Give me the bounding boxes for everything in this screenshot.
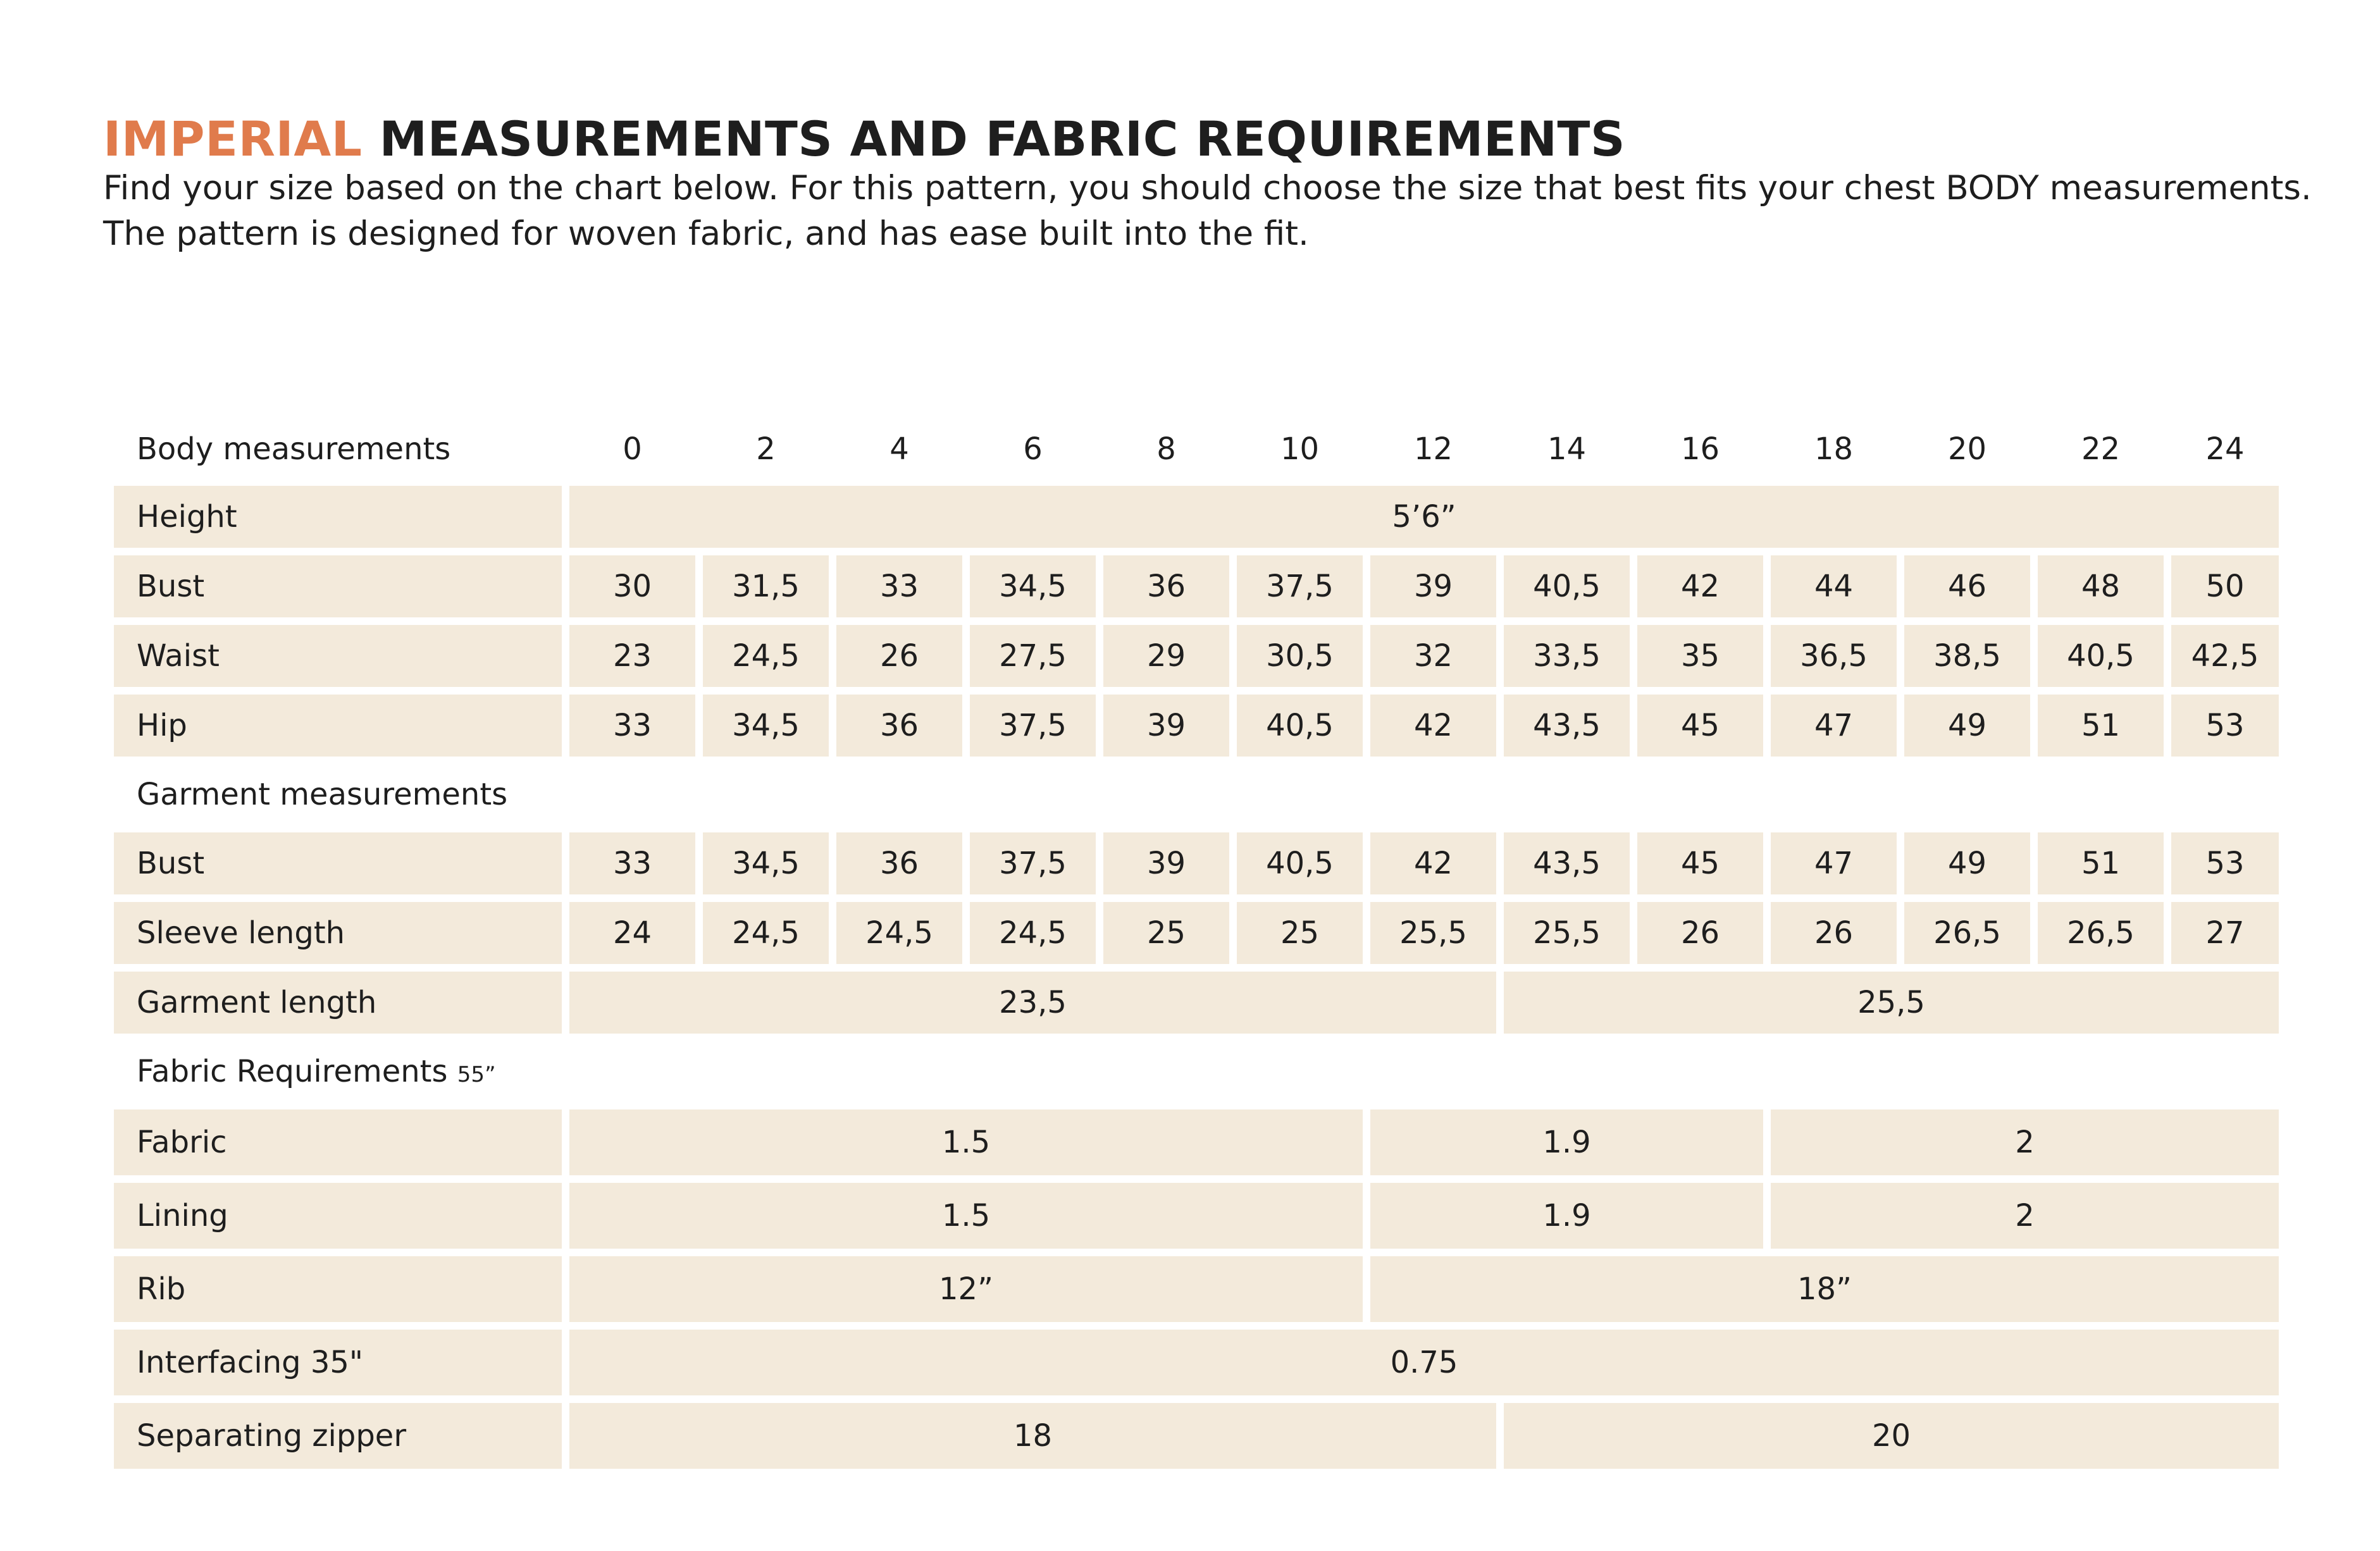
value-cell: 34,5	[703, 832, 829, 894]
intro-line-2: The pattern is designed for woven fabric, and has ease built into the fit.	[103, 214, 1309, 253]
fabric-section-row	[114, 1041, 2279, 1102]
garment-section-row	[114, 764, 2279, 825]
value-cell: 36,5	[1771, 625, 1897, 687]
row-label: Separating zipper	[114, 1403, 562, 1469]
value-cell: 43,5	[1504, 832, 1630, 894]
size-header: 0	[623, 431, 642, 467]
intro-line-1: Find your size based on the chart below. For this pattern, you should choose the size that best fits your chest BODY measurements.	[103, 169, 2312, 207]
value-cell: 44	[1771, 555, 1897, 617]
title-accent: IMPERIAL	[103, 111, 363, 167]
value-cell: 33,5	[1504, 625, 1630, 687]
value-cell: 34,5	[970, 555, 1096, 617]
value-cell: 49	[1904, 832, 2030, 894]
size-header: 6	[1023, 431, 1043, 467]
row-label: Bust	[114, 832, 562, 894]
size-header: 4	[889, 431, 909, 467]
value-cell: 23	[569, 625, 695, 687]
size-header: 24	[2205, 431, 2245, 467]
value-cell: 48	[2038, 555, 2164, 617]
value-cell: 49	[1904, 695, 2030, 757]
garment-length-row	[114, 972, 2279, 1034]
value-cell: 36	[836, 695, 962, 757]
size-header: 18	[1814, 431, 1854, 467]
value-cell: 38,5	[1904, 625, 2030, 687]
value-cell: 26,5	[2038, 902, 2164, 964]
value-cell: 40,5	[2038, 625, 2164, 687]
row-label: Interfacing 35"	[114, 1330, 562, 1395]
value-cell: 1.5	[569, 1183, 1363, 1249]
size-header: 8	[1156, 431, 1176, 467]
body-waist-row	[114, 625, 2279, 687]
body-hip-row	[114, 695, 2279, 757]
row-label: Lining	[114, 1183, 562, 1249]
value-cell: 33	[569, 695, 695, 757]
value-cell: 26,5	[1904, 902, 2030, 964]
value-cell: 24,5	[836, 902, 962, 964]
value-cell: 30	[569, 555, 695, 617]
value-cell: 1.9	[1370, 1183, 1763, 1249]
value-cell: 1.5	[569, 1109, 1363, 1175]
value-cell: 24	[569, 902, 695, 964]
value-cell: 25,5	[1370, 902, 1496, 964]
value-cell: 42	[1370, 695, 1496, 757]
value-cell: 12”	[569, 1256, 1363, 1322]
size-header: 12	[1413, 431, 1453, 467]
value-cell: 51	[2038, 695, 2164, 757]
size-header-row	[114, 420, 2279, 478]
value-cell: 37,5	[970, 695, 1096, 757]
value-cell: 24,5	[703, 902, 829, 964]
value-cell: 40,5	[1504, 555, 1630, 617]
value-cell: 35	[1637, 625, 1763, 687]
value-cell: 27	[2171, 902, 2279, 964]
value-cell: 42	[1637, 555, 1763, 617]
value-cell: 33	[569, 832, 695, 894]
value-cell: 2	[1771, 1109, 2279, 1175]
value-cell: 26	[1771, 902, 1897, 964]
value-cell: 0.75	[569, 1330, 2279, 1395]
rib-row	[114, 1256, 2279, 1322]
row-label: Waist	[114, 625, 562, 687]
value-cell: 25,5	[1504, 902, 1630, 964]
value-cell: 1.9	[1370, 1109, 1763, 1175]
size-chart-table	[106, 412, 2286, 1476]
value-cell: 51	[2038, 832, 2164, 894]
value-cell: 25	[1103, 902, 1229, 964]
height-value: 5’6”	[569, 486, 2279, 548]
lining-row	[114, 1183, 2279, 1249]
fabric-row	[114, 1109, 2279, 1175]
value-cell: 45	[1637, 832, 1763, 894]
value-cell: 43,5	[1504, 695, 1630, 757]
fabric-requirements-heading	[114, 1041, 2279, 1102]
row-label: Hip	[114, 695, 562, 757]
value-cell: 53	[2171, 832, 2279, 894]
size-header: 10	[1280, 431, 1320, 467]
value-cell: 27,5	[970, 625, 1096, 687]
title-rest: MEASUREMENTS AND FABRIC REQUIREMENTS	[379, 111, 1626, 167]
value-cell: 18”	[1370, 1256, 2279, 1322]
value-cell: 31,5	[703, 555, 829, 617]
value-cell: 39	[1370, 555, 1496, 617]
value-cell: 36	[1103, 555, 1229, 617]
interfacing-row	[114, 1330, 2279, 1395]
value-cell: 23,5	[569, 972, 1496, 1034]
value-cell: 24,5	[970, 902, 1096, 964]
value-cell: 2	[1771, 1183, 2279, 1249]
row-label: Fabric	[114, 1109, 562, 1175]
garment-measurements-heading: Garment measurements	[137, 777, 508, 812]
value-cell: 33	[836, 555, 962, 617]
value-cell: 39	[1103, 695, 1229, 757]
zipper-row	[114, 1403, 2279, 1469]
body-bust-row	[114, 555, 2279, 617]
size-header: 2	[756, 431, 776, 467]
intro-text	[103, 166, 2312, 257]
value-cell: 46	[1904, 555, 2030, 617]
value-cell: 39	[1103, 832, 1229, 894]
value-cell: 50	[2171, 555, 2279, 617]
size-header: 16	[1680, 431, 1720, 467]
value-cell: 30,5	[1237, 625, 1363, 687]
page-title	[103, 109, 1625, 170]
value-cell: 36	[836, 832, 962, 894]
value-cell: 53	[2171, 695, 2279, 757]
value-cell: 40,5	[1237, 832, 1363, 894]
value-cell: 40,5	[1237, 695, 1363, 757]
size-header: 20	[1947, 431, 1987, 467]
size-header: 14	[1547, 431, 1587, 467]
body-measurements-heading: Body measurements	[137, 431, 451, 467]
value-cell: 26	[836, 625, 962, 687]
fabric-requirements-label: Fabric Requirements	[137, 1054, 448, 1089]
fabric-width-note: 55”	[457, 1062, 496, 1087]
row-label: Height	[114, 486, 562, 548]
value-cell: 37,5	[1237, 555, 1363, 617]
row-label: Sleeve length	[114, 902, 562, 964]
value-cell: 26	[1637, 902, 1763, 964]
value-cell: 47	[1771, 832, 1897, 894]
value-cell: 42	[1370, 832, 1496, 894]
row-label: Rib	[114, 1256, 562, 1322]
value-cell: 34,5	[703, 695, 829, 757]
row-label: Garment length	[114, 972, 562, 1034]
value-cell: 32	[1370, 625, 1496, 687]
value-cell: 37,5	[970, 832, 1096, 894]
size-header: 22	[2081, 431, 2121, 467]
garment-bust-row	[114, 832, 2279, 894]
value-cell: 24,5	[703, 625, 829, 687]
row-label: Bust	[114, 555, 562, 617]
value-cell: 20	[1504, 1403, 2279, 1469]
value-cell: 25	[1237, 902, 1363, 964]
value-cell: 29	[1103, 625, 1229, 687]
value-cell: 45	[1637, 695, 1763, 757]
value-cell: 42,5	[2171, 625, 2279, 687]
sleeve-length-row	[114, 902, 2279, 964]
height-row	[114, 486, 2279, 548]
value-cell: 25,5	[1504, 972, 2279, 1034]
value-cell: 18	[569, 1403, 1496, 1469]
value-cell: 47	[1771, 695, 1897, 757]
